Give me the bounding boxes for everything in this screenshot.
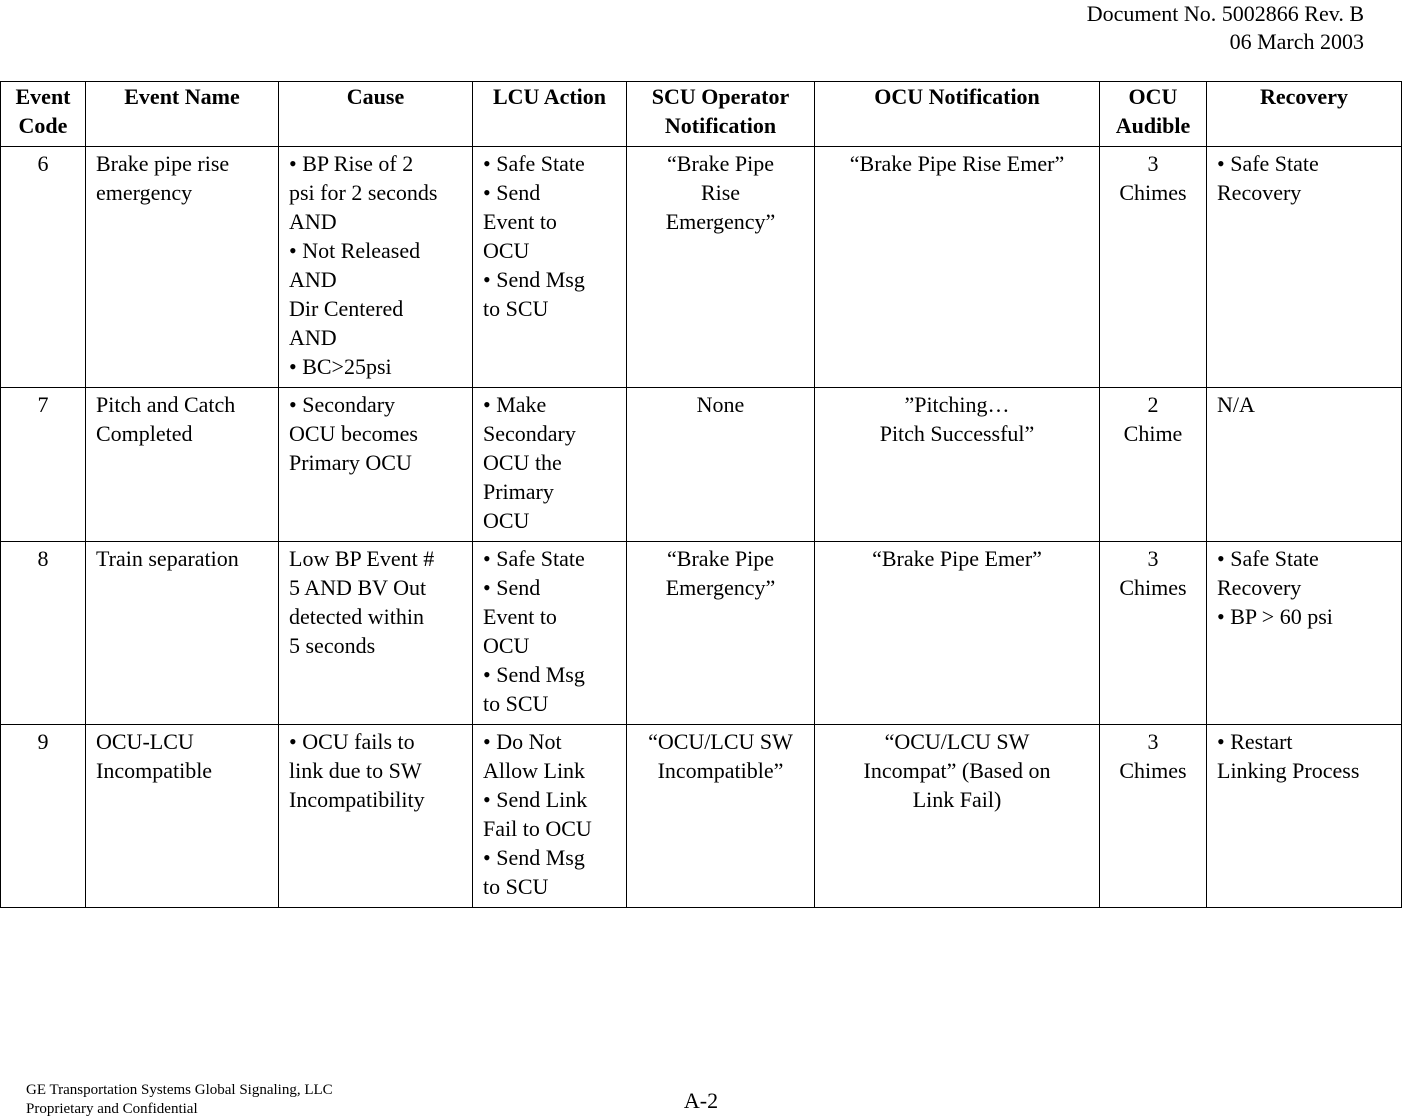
bullet-item: • Send [483, 178, 616, 207]
bullet-item: • Safe State [1217, 544, 1391, 573]
header-recovery: Recovery [1207, 82, 1402, 147]
bullet-item: • BC>25psi [289, 352, 462, 381]
text-line: Emergency” [665, 575, 776, 600]
text-line: 2 [1147, 392, 1159, 417]
cell-event-code: 6 [1, 147, 86, 388]
text-line: psi for 2 seconds [289, 180, 438, 205]
cell-event-code: 8 [1, 542, 86, 725]
cell-cause [279, 388, 473, 542]
bullet-item: • Send Msg [483, 843, 616, 872]
text-line: 5 AND BV Out [289, 575, 427, 600]
text-line: “Brake Pipe Rise Emer” [849, 151, 1065, 176]
cell-cause [279, 147, 473, 388]
text-line: Completed [96, 421, 193, 446]
cell-ocu-notification [815, 542, 1100, 725]
text-line: 3 [1147, 151, 1159, 176]
text-line: OCU the [483, 450, 562, 475]
bullet-item: • Send Msg [483, 265, 616, 294]
text-line: ”Pitching… [904, 392, 1010, 417]
text-line: 5 seconds [289, 633, 376, 658]
table-header-row [1, 82, 1402, 147]
header-ocu-audible: OCU Audible [1100, 82, 1207, 147]
text-line: AND [289, 209, 337, 234]
bullet-item: • Restart [1217, 727, 1391, 756]
cell-ocu-notification [815, 147, 1100, 388]
text-line: OCU [483, 238, 530, 263]
text-line: OCU [483, 633, 530, 658]
text-line: Recovery [1217, 180, 1302, 205]
text-line: Emergency” [665, 209, 776, 234]
text-line: Event to [483, 604, 557, 629]
text-line: N/A [1217, 392, 1255, 417]
text-line: to SCU [483, 874, 549, 899]
bullet-item: • Safe State [483, 544, 616, 573]
text-line: Pitch Successful” [879, 421, 1035, 446]
text-line: AND [289, 267, 337, 292]
text-line: None [696, 392, 745, 417]
bullet-item: • Make [483, 390, 616, 419]
text-line: Allow Link [483, 758, 586, 783]
cell-ocu-audible [1100, 147, 1207, 388]
cell-scu-notification [627, 388, 815, 542]
text-line: Incompatible” [657, 758, 784, 783]
text-line: 3 [1147, 546, 1159, 571]
text-line: “Brake Pipe Emer” [872, 546, 1042, 571]
document-number: Document No. 5002866 Rev. B [1086, 1, 1364, 26]
event-table [0, 81, 1402, 908]
text-line: Chime [1123, 421, 1183, 446]
page-number: A-2 [683, 1088, 719, 1113]
bullet-item: • OCU fails to [289, 727, 462, 756]
text-line: link due to SW [289, 758, 422, 783]
text-line: Recovery [1217, 575, 1302, 600]
table-row [1, 542, 1402, 725]
table-row [1, 725, 1402, 908]
text-line: Incompatible [96, 758, 213, 783]
bullet-item: • Send [483, 573, 616, 602]
header-lcu-action: LCU Action [473, 82, 627, 147]
text-line: OCU becomes [289, 421, 418, 446]
text-line: detected within [289, 604, 425, 629]
text-line: OCU-LCU [96, 729, 194, 754]
bullet-item: • Safe State [1217, 149, 1391, 178]
text-line: Rise [700, 180, 741, 205]
text-line: to SCU [483, 296, 549, 321]
header-cause: Cause [279, 82, 473, 147]
text-line: OCU [483, 508, 530, 533]
cell-ocu-audible [1100, 388, 1207, 542]
text-line: Dir Centered [289, 296, 404, 321]
text-line: 3 [1147, 729, 1159, 754]
text-line: Chimes [1119, 575, 1187, 600]
header-event-code: Event Code [1, 82, 86, 147]
cell-event-name [86, 147, 279, 388]
text-line: Linking Process [1217, 758, 1360, 783]
bullet-item: • BP Rise of 2 [289, 149, 462, 178]
cell-ocu-notification [815, 725, 1100, 908]
text-line: “Brake Pipe [667, 151, 774, 176]
cell-recovery [1207, 147, 1402, 388]
bullet-item: • Send Msg [483, 660, 616, 689]
text-line: Event to [483, 209, 557, 234]
text-line: Incompat” (Based on [863, 758, 1051, 783]
cell-lcu-action [473, 147, 627, 388]
text-line: Secondary [483, 421, 576, 446]
cell-scu-notification [627, 147, 815, 388]
text-line: “OCU/LCU SW [648, 729, 793, 754]
text-line: Primary OCU [289, 450, 412, 475]
document-date: 06 March 2003 [1229, 29, 1364, 54]
bullet-item: • Send Link [483, 785, 616, 814]
text-line: Fail to OCU [483, 816, 592, 841]
text-line: Train separation [96, 546, 239, 571]
cell-lcu-action [473, 388, 627, 542]
cell-lcu-action [473, 542, 627, 725]
cell-recovery [1207, 542, 1402, 725]
table-row [1, 388, 1402, 542]
header-scu-operator-notification: SCU Operator Notification [627, 82, 815, 147]
text-line: Brake pipe rise [96, 151, 230, 176]
text-line: to SCU [483, 691, 549, 716]
cell-scu-notification [627, 725, 815, 908]
bullet-item: • Not Released [289, 236, 462, 265]
cell-ocu-notification [815, 388, 1100, 542]
cell-lcu-action [473, 725, 627, 908]
text-line: “OCU/LCU SW [884, 729, 1030, 754]
cell-cause [279, 725, 473, 908]
text-line: Low BP Event # [289, 546, 435, 571]
text-line: AND [289, 325, 337, 350]
cell-event-name [86, 542, 279, 725]
text-line: Chimes [1119, 758, 1187, 783]
event-rows [1, 147, 1402, 908]
cell-cause [279, 542, 473, 725]
cell-scu-notification [627, 542, 815, 725]
footer-confidentiality: Proprietary and Confidential [26, 1101, 198, 1117]
header-ocu-notification: OCU Notification [815, 82, 1100, 147]
text-line: Pitch and Catch [96, 392, 236, 417]
text-line: Chimes [1119, 180, 1187, 205]
cell-recovery [1207, 725, 1402, 908]
bullet-item: • Safe State [483, 149, 616, 178]
cell-ocu-audible [1100, 542, 1207, 725]
document-header [1087, 0, 1364, 56]
cell-event-code: 9 [1, 725, 86, 908]
bullet-item: • Do Not [483, 727, 616, 756]
cell-recovery [1207, 388, 1402, 542]
cell-event-name [86, 725, 279, 908]
text-line: emergency [96, 180, 193, 205]
text-line: Incompatibility [289, 787, 425, 812]
cell-event-code: 7 [1, 388, 86, 542]
text-line: Link Fail) [912, 787, 1002, 812]
cell-ocu-audible [1100, 725, 1207, 908]
text-line: Primary [483, 479, 554, 504]
cell-event-name [86, 388, 279, 542]
text-line: “Brake Pipe [667, 546, 774, 571]
table-row [1, 147, 1402, 388]
bullet-item: • Secondary [289, 390, 462, 419]
bullet-item: • BP > 60 psi [1217, 602, 1391, 631]
footer-company: GE Transportation Systems Global Signaling, LLC [26, 1082, 333, 1098]
header-event-name: Event Name [86, 82, 279, 147]
